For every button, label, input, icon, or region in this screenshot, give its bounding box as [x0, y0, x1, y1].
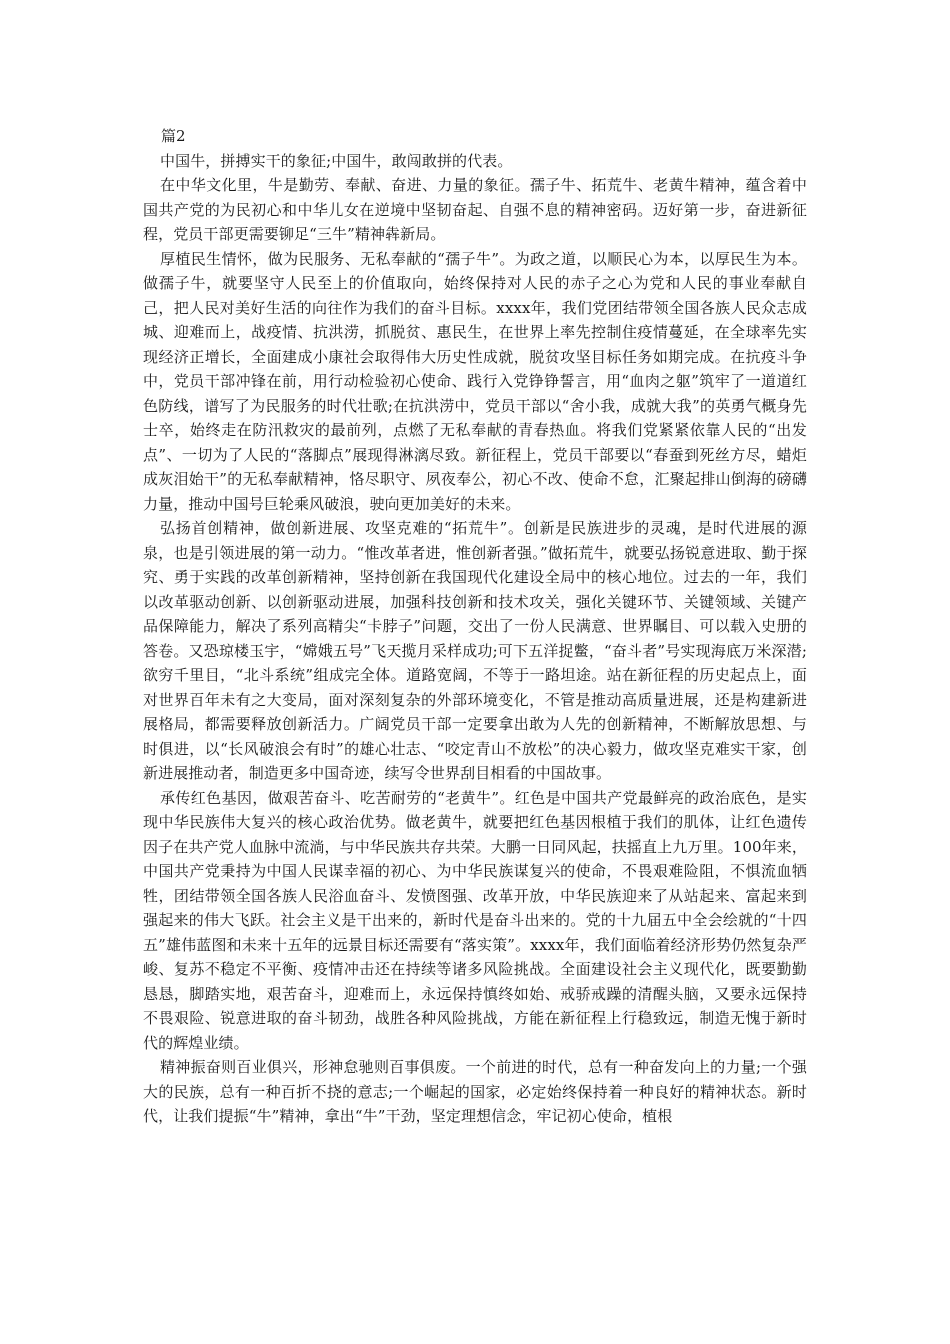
paragraph-intro: 中国牛，拼搏实干的象征;中国牛，敢闯敢拼的代表。 — [160, 151, 513, 170]
paragraph-laohuang-niu: 承传红色基因，做艰苦奋斗、吃苦耐劳的“老黄牛”。红色是中国共产党最鲜亮的政治底色，是实现中华民族伟大复兴的核心政治优势。做老黄牛，就要把红色基因根植于我们的肌体，让红色遗传因子在共产党人血脉中流淌，与中华民族共存共荣。大鹏一日同风起，扶摇直上九万里。100年来，中国共产党秉持为中国人民谋幸福的初心、为中华民族谋复兴的使命，不畏艰难险阻，不惧流血牺牲，团结带领全国各族人民浴血奋斗、发愤图强、改革开放，中华民族迎来了从站起来、富起来到强起来的伟大飞跃。社会主义是干出来的，新时代是奋斗出来的。党的十九届五中全会绘就的“十四五”雄伟蓝图和未来十五年的远景目标还需要有“落实策”。xxxx年，我们面临着经济形势仍然复杂严峻、复苏不稳定不平衡、疫情冲击还在持续等诸多风险挑战。全面建设社会主义现代化，既要勤勤恳恳，脚踏实地，艰苦奋斗，迎难而上，永远保持慎终如始、戒骄戒躁的清醒头脑，又要永远保持不畏艰险、锐意进取的奋斗韧劲，战胜各种风险挑战，方能在新征程上行稳致远，制造无愧于新时代的辉煌业绩。 — [143, 788, 807, 1052]
paragraph-ruzi-niu: 厚植民生情怀，做为民服务、无私奉献的“孺子牛”。为政之道，以顺民心为本，以厚民生为本。做孺子牛，就要坚守人民至上的价值取向，始终保持对人民的赤子之心为党和人民的事业奉献自己，把人民对美好生活的向往作为我们的奋斗目标。xxxx年，我们党团结带领全国各族人民众志成城、迎难而上，战疫情、抗洪涝，抓脱贫、惠民生，在世界上率先控制住疫情蔓延，在全球率先实现经济正增长，全面建成小康社会取得伟大历史性成就，脱贫攻坚目标任务如期完成。在抗疫斗争中，党员干部冲锋在前，用行动检验初心使命、践行入党铮铮誓言，用“血肉之躯”筑牢了一道道红色防线，谱写了为民服务的时代壮歌;在抗洪涝中，党员干部以“舍小我，成就大我”的英勇气概身先士卒，始终走在防汛救灾的最前列，点燃了无私奉献的青春热血。将我们党紧紧依靠人民的“出发点”、一切为了人民的“落脚点”展现得淋漓尽致。新征程上，党员干部要以“春蚕到死丝方尽，蜡炬成灰泪始干”的无私奉献精神，恪尽职守、夙夜奉公，初心不改、使命不怠，汇聚起排山倒海的磅礴力量，推动中国号巨轮乘风破浪，驶向更加美好的未来。 — [143, 249, 807, 513]
section-heading: 篇2 — [161, 127, 186, 145]
document-page — [143, 124, 807, 1129]
paragraph-spirit: 精神振奋则百业俱兴，形神怠驰则百事俱废。一个前进的时代，总有一种奋发向上的力量;一个强大的民族，总有一种百折不挠的意志;一个崛起的国家，必定始终保持着一种良好的精神状态。新时代，让我们提振“牛”精神，拿出“牛”干劲，坚定理想信念，牢记初心使命，植根 — [143, 1058, 807, 1125]
paragraph-tuohuang-niu: 弘扬首创精神，做创新进展、攻坚克难的“拓荒牛”。创新是民族进步的灵魂，是时代进展的源泉，也是引领进展的第一动力。“惟改革者进，惟创新者强。”做拓荒牛，就要弘扬锐意进取、勤于探究、勇于实践的改革创新精神，坚持创新在我国现代化建设全局中的核心地位。过去的一年，我们以改革驱动创新、以创新驱动进展，加强科技创新和技术攻关，强化关键环节、关键领域、关键产品保障能力，解决了系列高精尖“卡脖子”问题，交出了一份人民满意、世界瞩目、可以载入史册的答卷。又恐琼楼玉宇，“嫦娥五号”飞天揽月采样成功;可下五洋捉鳖，“奋斗者”号实现海底万米深潜;欲穷千里目，“北斗系统”组成完全体。道路宽阔，不等于一路坦途。站在新征程的历史起点上，面对世界百年未有之大变局，面对深刻复杂的外部环境变化，不管是推动高质量进展，还是构建新进展格局，都需要释放创新活力。广阔党员干部一定要拿出敢为人先的创新精神，不断解放思想、与时俱进，以“长风破浪会有时”的雄心壮志、“咬定青山不放松”的决心毅力，做攻坚克难实干家，创新进展推动者，制造更多中国奇迹，续写令世界刮目相看的中国故事。 — [143, 519, 807, 782]
paragraph-culture: 在中华文化里，牛是勤劳、奉献、奋进、力量的象征。孺子牛、拓荒牛、老黄牛精神，蕴含着中国共产党的为民初心和中华儿女在逆境中坚韧奋起、自强不息的精神密码。迈好第一步，奋进新征程，党员干部更需要铆足“三牛”精神犇新局。 — [143, 176, 807, 243]
